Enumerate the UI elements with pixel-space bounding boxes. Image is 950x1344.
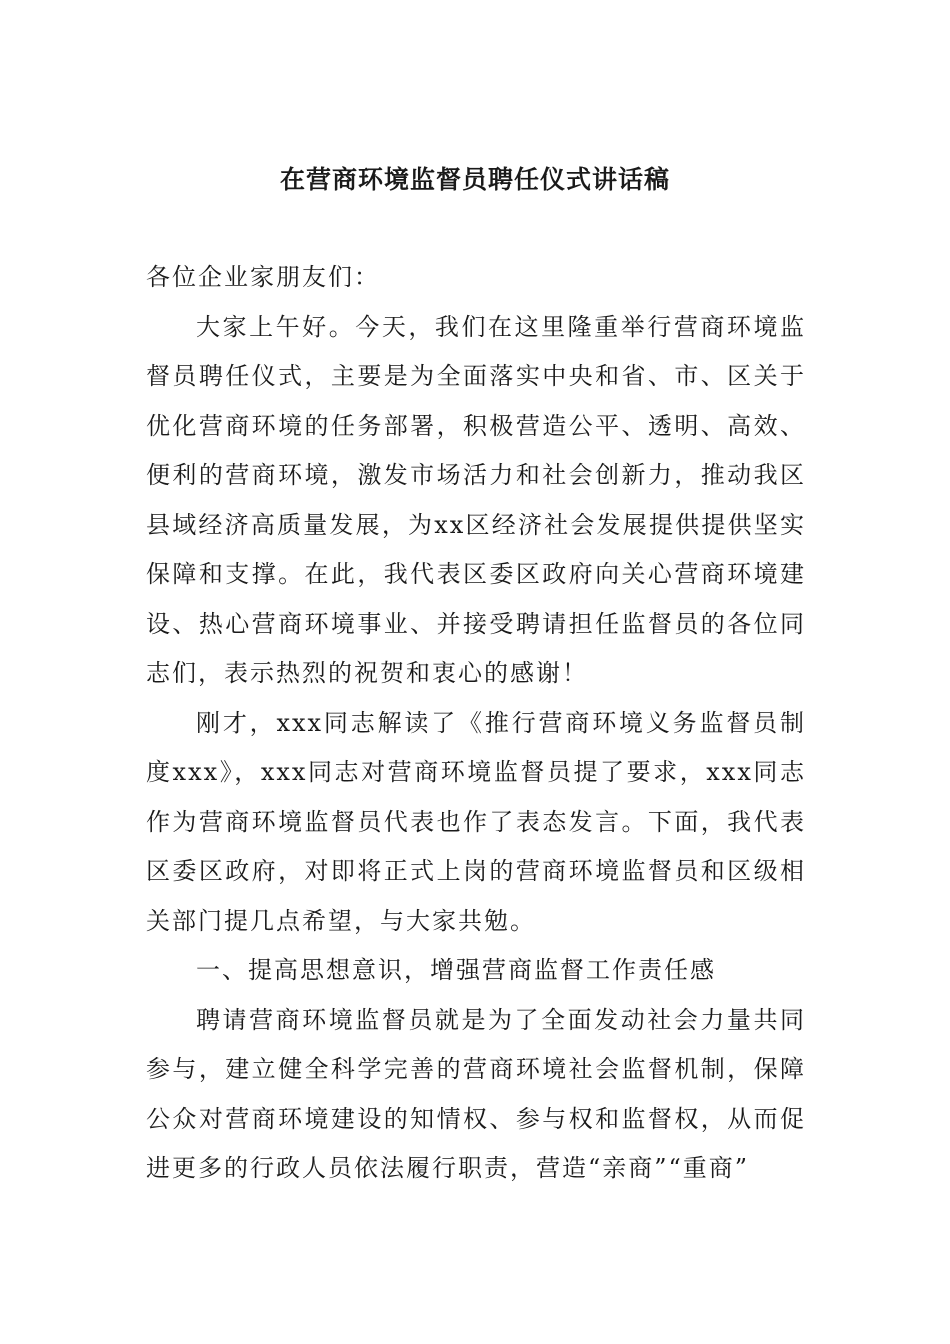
section-heading: 一、提高思想意识，增强营商监督工作责任感 [196,956,716,984]
document-title: 在营商环境监督员聘任仪式讲话稿 [279,165,670,194]
body-paragraph: 大家上午好。今天，我们在这里隆重举行营商环境监督员聘任仪式，主要是为全面落实中央和省、市、区关于优化营商环境的任务部署，积极营造公平、透明、高效、便利的营商环境，激发市场活力和社会创新力，推动我区县域经济高质量发展，为xx区经济社会发展提供提供坚实保障和支撑。在此，我代表区委区政府向关心营商环境建设、热心营商环境事业、并接受聘请担任监督员的各位同志们，表示热烈的祝贺和衷心的感谢！ [146,312,806,687]
body-paragraph: 刚才，xxx同志解读了《推行营商环境义务监督员制度xxx》，xxx同志对营商环境监督员提了要求，xxx同志作为营商环境监督员代表也作了表态发言。下面，我代表区委区政府，对即将正式上岗的营商环境监督员和区级相关部门提几点希望，与大家共勉。 [146,708,806,935]
section-paragraph: 聘请营商环境监督员就是为了全面发动社会力量共同参与，建立健全科学完善的营商环境社会监督机制，保障公众对营商环境建设的知情权、参与权和监督权，从而促进更多的行政人员依法履行职责，营造“亲商”“重商” [146,1005,806,1182]
document-body [146,253,806,1194]
salutation: 各位企业家朋友们： [146,263,380,291]
